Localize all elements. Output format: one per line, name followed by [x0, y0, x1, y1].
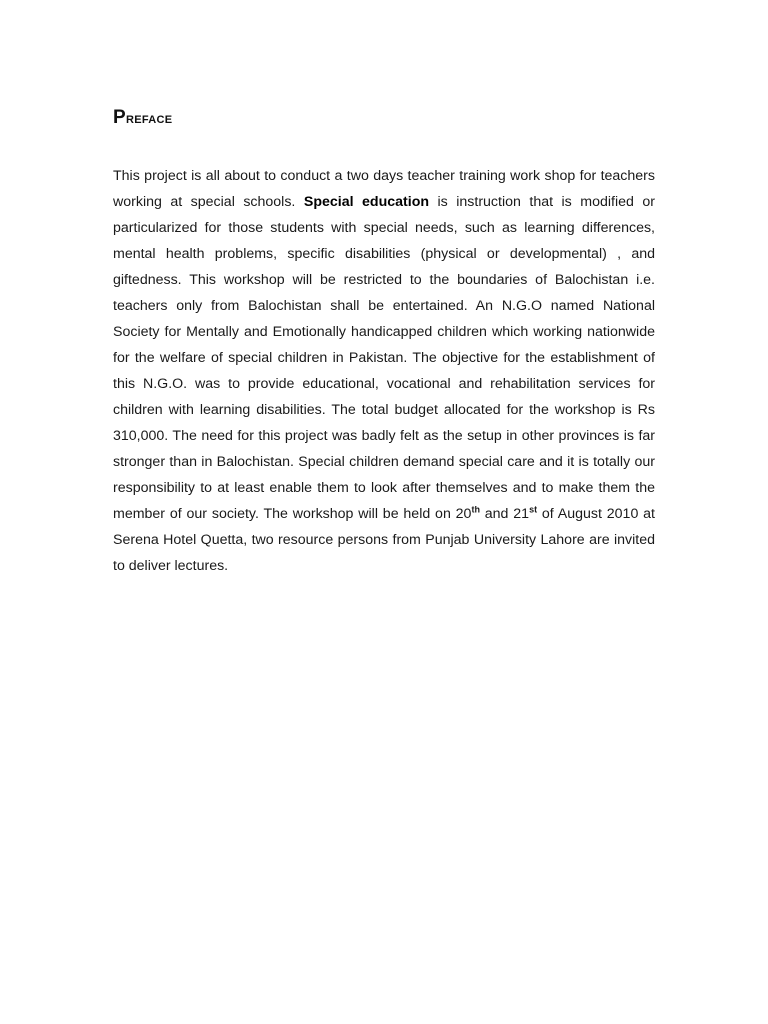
paragraph-text-part-1: This project is all about to conduct a two days teacher training work shop for teachers working at special schools. — [113, 168, 655, 210]
preface-heading — [113, 107, 172, 129]
paragraph-text-part-3: and 21 — [479, 506, 530, 522]
preface-paragraph — [113, 163, 655, 579]
heading-initial: P — [113, 107, 126, 128]
paragraph-text-part-4: of August 2010 at Serena Hotel Quetta, two resource persons from Punjab University Lahore are invited to deliver lectures. — [113, 506, 655, 574]
ordinal-suffix-st: st — [529, 504, 538, 515]
special-education-term: Special education — [303, 194, 430, 210]
heading-rest: reface — [125, 110, 173, 127]
ordinal-suffix-th: th — [471, 504, 480, 515]
paragraph-text-part-2: is instruction that is modified or particularized for those students with special needs, such as learning differences, mental health problems, specific disabilities (physical or developmental) , and giftedness. This workshop will be restricted to the boundaries of Balochistan i.e. teachers only from Balochistan shall be entertained. An N.G.O named National Society for Mentally and Emotionally handicapped children which working nationwide for the welfare of special children in Pakistan. The objective for the establishment of this N.G.O. was to provide educational, vocational and rehabilitation services for children with learning disabilities. The total budget allocated for the workshop is Rs 310,000. The need for this project was badly felt as the setup in other provinces is far stronger than in Balochistan. Special children demand special care and it is totally our responsibility to at least enable them to look after themselves and to make them the member of our society. The workshop will be held on 20 — [113, 194, 655, 522]
